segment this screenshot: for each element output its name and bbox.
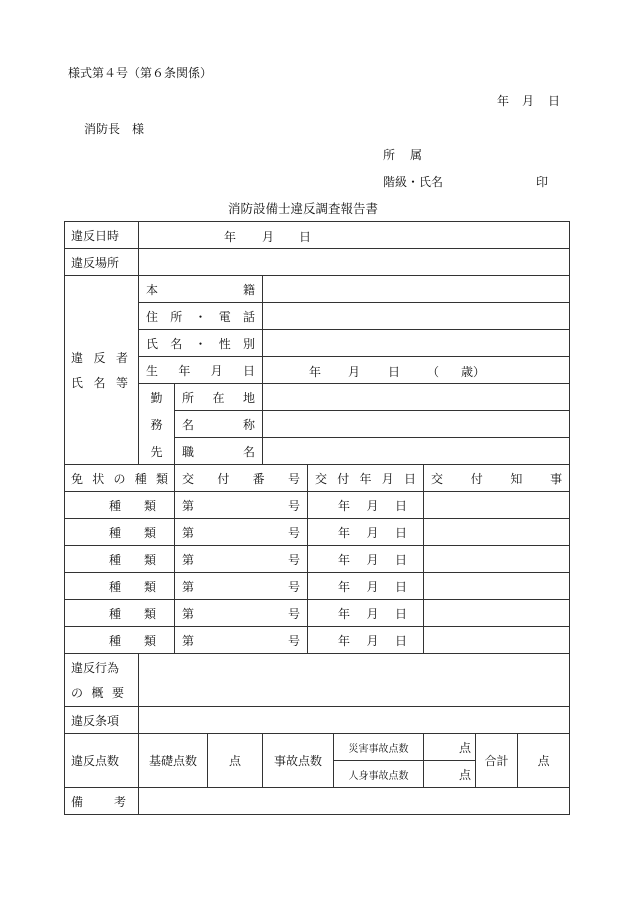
work-position-label: 職 名 [175, 438, 263, 465]
work-location-label: 所 在 地 [175, 384, 263, 411]
license-number-cell[interactable]: 第 号 [175, 492, 308, 519]
act-summary-label: 違反行為 の 概 要 [65, 654, 139, 707]
act-summary-field[interactable] [139, 654, 570, 707]
license-governor-cell[interactable] [424, 627, 570, 654]
license-number-cell[interactable]: 第 号 [175, 627, 308, 654]
registry-label: 本 籍 [139, 276, 263, 303]
license-type-cell[interactable]: 種 類 [65, 546, 175, 573]
report-date-year: 年 [497, 94, 510, 108]
license-type-cell[interactable]: 種 類 [65, 573, 175, 600]
affiliation-label-2: 属 [410, 148, 423, 162]
work-label: 勤 務 先 [139, 384, 175, 465]
license-governor-cell[interactable] [424, 573, 570, 600]
injury-points-label: 人身事故点数 [334, 761, 424, 788]
license-governor-cell[interactable] [424, 492, 570, 519]
violation-datetime-field[interactable]: 年 月 日 [139, 222, 570, 249]
name-sex-field[interactable] [263, 330, 570, 357]
disaster-points-label: 災害事故点数 [334, 734, 424, 761]
license-row [65, 627, 570, 654]
birth-field[interactable]: 年 月 日 （ 歳） [263, 357, 570, 384]
addressee: 消防長 様 [84, 122, 145, 136]
license-row [65, 573, 570, 600]
remarks-label: 備 考 [65, 788, 139, 815]
license-governor-cell[interactable] [424, 546, 570, 573]
license-row [65, 492, 570, 519]
registry-field[interactable] [263, 276, 570, 303]
clause-label: 違反条項 [65, 707, 139, 734]
work-position-field[interactable] [263, 438, 570, 465]
disaster-points-field[interactable]: 点 [424, 734, 476, 761]
points-label: 違反点数 [65, 734, 139, 788]
license-type-cell[interactable]: 種 類 [65, 600, 175, 627]
license-date-cell[interactable]: 年 月 日 [308, 573, 424, 600]
license-type-cell[interactable]: 種 類 [65, 492, 175, 519]
address-phone-field[interactable] [263, 303, 570, 330]
license-date-header: 交 付 年 月 日 [308, 465, 424, 492]
total-points-field[interactable]: 点 [518, 734, 570, 788]
report-date-month: 月 [522, 94, 535, 108]
violation-datetime-label: 違反日時 [65, 222, 139, 249]
license-number-header: 交 付 番 号 [175, 465, 308, 492]
license-row [65, 546, 570, 573]
license-number-cell[interactable]: 第 号 [175, 519, 308, 546]
license-number-cell[interactable]: 第 号 [175, 573, 308, 600]
base-points-label: 基礎点数 [139, 734, 208, 788]
license-date-cell[interactable]: 年 月 日 [308, 627, 424, 654]
affiliation-label-1: 所 [383, 148, 396, 162]
license-type-header: 免 状 の 種 類 [65, 465, 175, 492]
license-governor-cell[interactable] [424, 519, 570, 546]
clause-field[interactable] [139, 707, 570, 734]
license-row [65, 600, 570, 627]
report-table [64, 221, 570, 815]
work-name-label: 名 称 [175, 411, 263, 438]
document-title: 消防設備士違反調査報告書 [228, 201, 379, 216]
rank-name-label: 階級・氏名 [383, 175, 444, 189]
seal-mark: 印 [536, 175, 549, 189]
violation-place-field[interactable] [139, 249, 570, 276]
report-date-day: 日 [548, 94, 561, 108]
name-sex-label: 氏 名 ・ 性 別 [139, 330, 263, 357]
total-label: 合計 [476, 734, 518, 788]
birth-label: 生 年 月 日 [139, 357, 263, 384]
accident-points-label: 事故点数 [263, 734, 334, 788]
base-points-field[interactable]: 点 [208, 734, 263, 788]
license-date-cell[interactable]: 年 月 日 [308, 600, 424, 627]
violation-place-label: 違反場所 [65, 249, 139, 276]
license-date-cell[interactable]: 年 月 日 [308, 519, 424, 546]
license-row [65, 519, 570, 546]
license-type-cell[interactable]: 種 類 [65, 627, 175, 654]
work-location-field[interactable] [263, 384, 570, 411]
address-phone-label: 住 所 ・ 電 話 [139, 303, 263, 330]
license-governor-cell[interactable] [424, 600, 570, 627]
work-name-field[interactable] [263, 411, 570, 438]
violator-label: 違 反 者 氏 名 等 [65, 276, 139, 465]
license-date-cell[interactable]: 年 月 日 [308, 546, 424, 573]
license-date-cell[interactable]: 年 月 日 [308, 492, 424, 519]
license-number-cell[interactable]: 第 号 [175, 546, 308, 573]
license-governor-header: 交 付 知 事 [424, 465, 570, 492]
license-type-cell[interactable]: 種 類 [65, 519, 175, 546]
remarks-field[interactable] [139, 788, 570, 815]
license-number-cell[interactable]: 第 号 [175, 600, 308, 627]
form-number: 様式第４号（第６条関係） [68, 66, 213, 80]
injury-points-field[interactable]: 点 [424, 761, 476, 788]
